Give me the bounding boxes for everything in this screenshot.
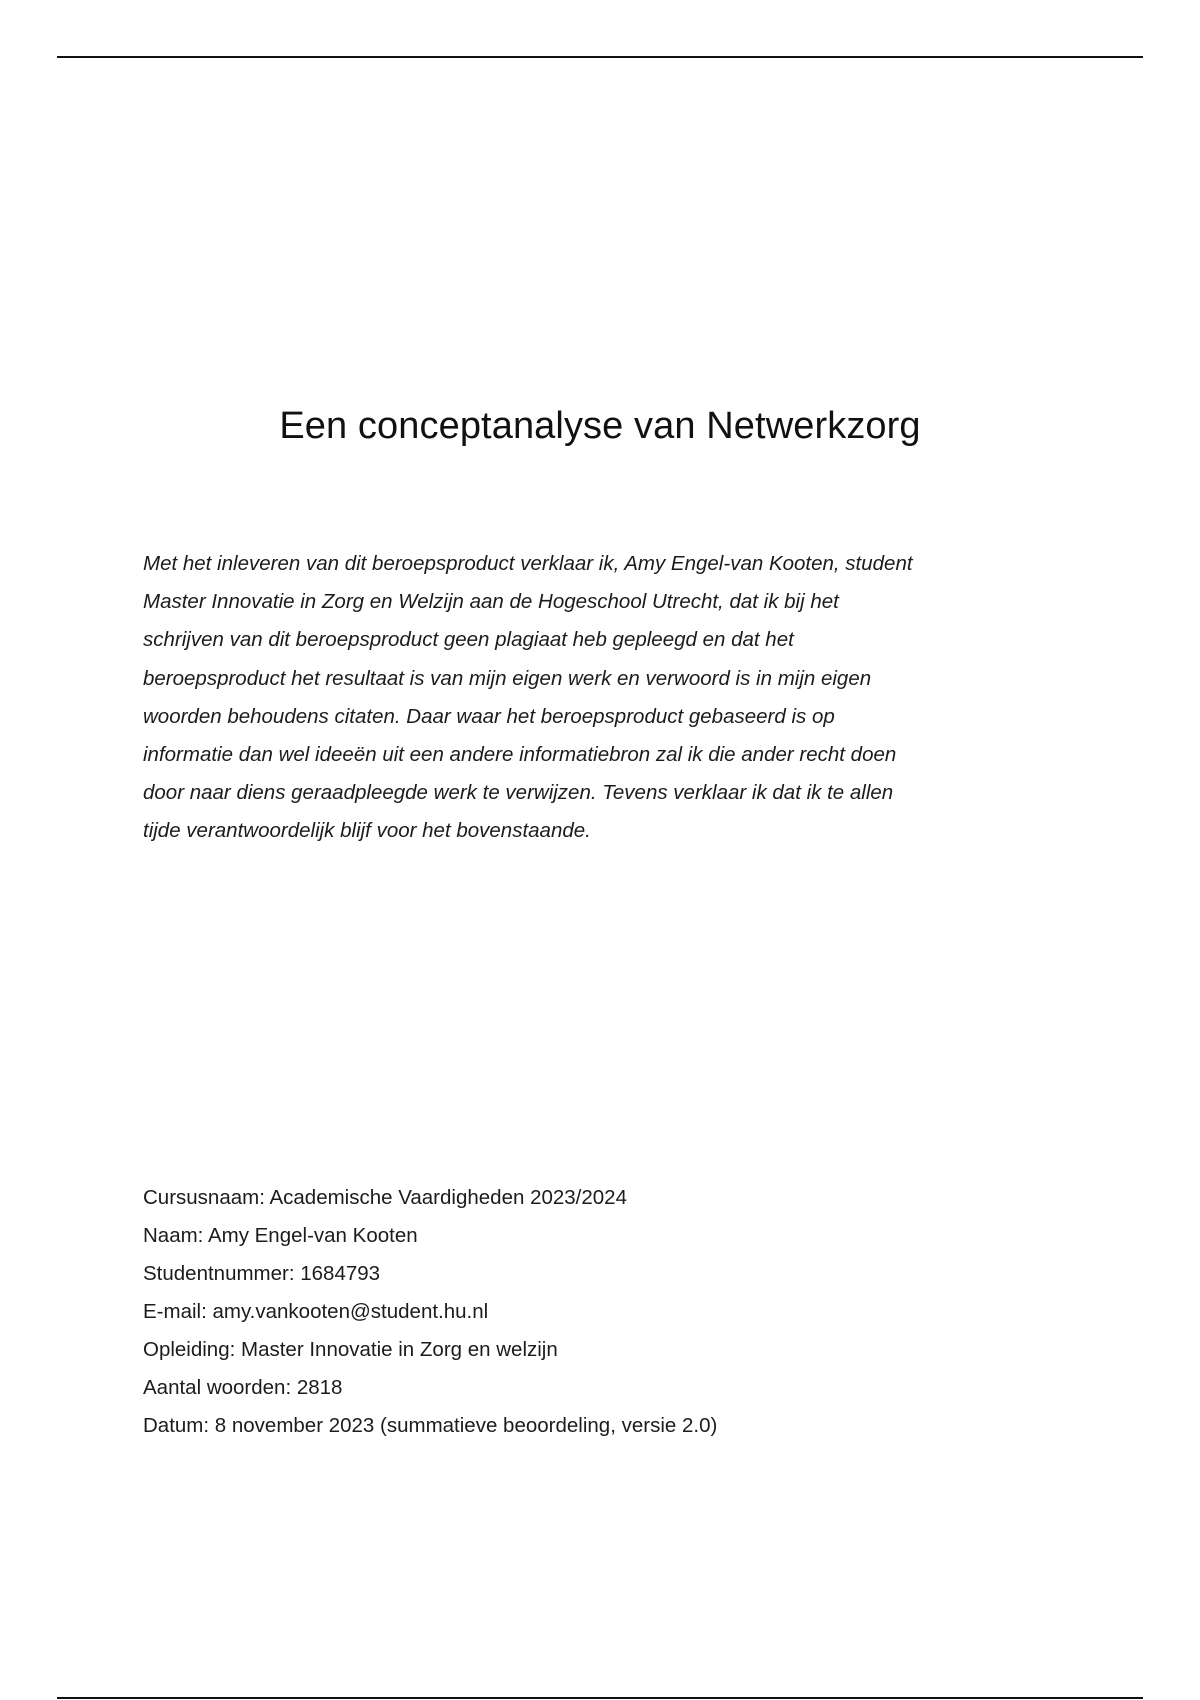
study-program: Opleiding: Master Innovatie in Zorg en welzijn [143,1338,558,1361]
author-name: Naam: Amy Engel-van Kooten [143,1224,418,1247]
document-title: Een conceptanalyse van Netwerkzorg [279,405,921,447]
email-address: E-mail: amy.vankooten@student.hu.nl [143,1300,489,1323]
bottom-rule [57,1697,1143,1699]
student-number: Studentnummer: 1684793 [143,1262,381,1285]
declaration-line: Master Innovatie in Zorg en Welzijn aan de Hogeschool Utrecht, dat ik bij het [143,590,839,614]
declaration-line: informatie dan wel ideeën uit een andere informatiebron zal ik die ander recht doen [143,743,897,767]
document-metadata [143,1179,1043,1445]
plagiarism-declaration [143,545,1043,851]
declaration-line: woorden behoudens citaten. Daar waar het beroepsproduct gebaseerd is op [143,704,835,728]
top-rule [57,56,1143,58]
word-count: Aantal woorden: 2818 [143,1376,343,1399]
course-name: Cursusnaam: Academische Vaardigheden 2023/2024 [143,1186,627,1209]
declaration-line: beroepsproduct het resultaat is van mijn eigen werk en verwoord is in mijn eigen [143,666,872,690]
declaration-line: door naar diens geraadpleegde werk te verwijzen. Tevens verklaar ik dat ik te allen [143,781,894,805]
declaration-line: schrijven van dit beroepsproduct geen plagiaat heb gepleegd en dat het [143,628,794,652]
declaration-line: Met het inleveren van dit beroepsproduct verklaar ik, Amy Engel-van Kooten, student [143,552,913,575]
declaration-line: tijde verantwoordelijk blijf voor het bovenstaande. [143,819,591,843]
submission-date: Datum: 8 november 2023 (summatieve beoordeling, versie 2.0) [143,1414,718,1437]
